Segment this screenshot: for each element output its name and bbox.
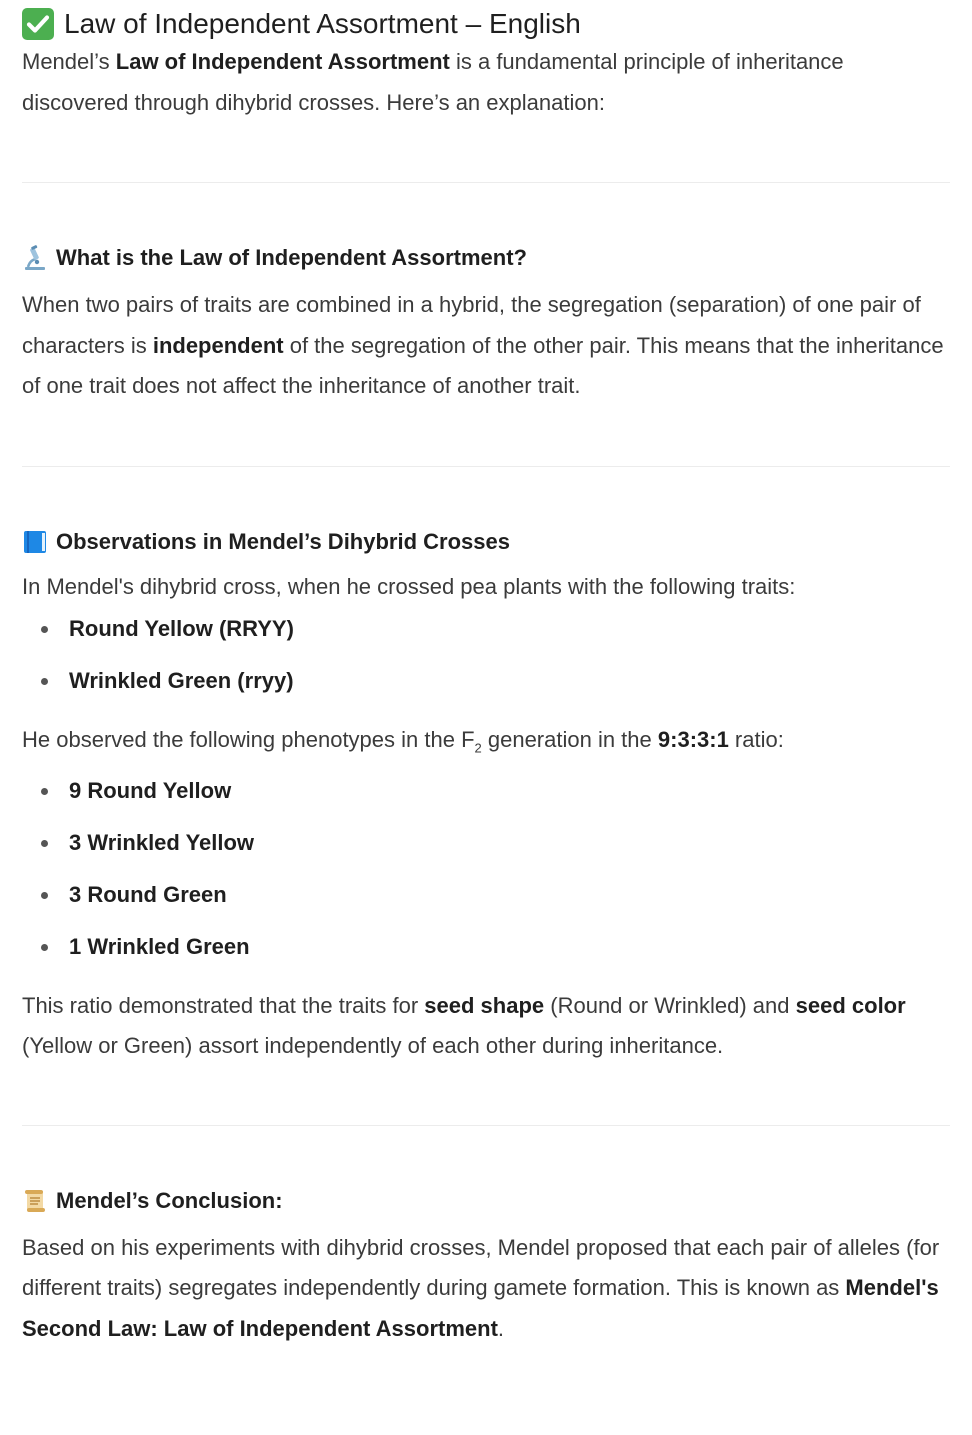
page-title-text: Law of Independent Assortment – English xyxy=(64,8,581,39)
check-mark-icon xyxy=(22,8,54,40)
list-item: 9 Round Yellow xyxy=(22,776,950,806)
f2-paragraph: He observed the following phenotypes in the $F_2$ generation in the 9:3:3:1 ratio: xyxy=(22,727,784,756)
intro-paragraph: Mendel’s Law of Independent Assortment is a fundamental principle of inheritance discovered through dihybrid crosses. Here’s an explanation: xyxy=(22,49,844,115)
scroll-icon xyxy=(22,1188,48,1214)
parent-traits-list xyxy=(22,614,950,696)
page-title xyxy=(22,0,950,42)
section-heading-conclusion: Mendel’s Conclusion: xyxy=(22,1186,950,1216)
conclusion-paragraph: Based on his experiments with dihybrid crosses, Mendel proposed that each pair of alleles (for different traits) segregates independently during gamete formation. This is known as Mendel's Second Law: Law of Independent Assortment. xyxy=(22,1234,940,1341)
list-item: 1 Wrinkled Green xyxy=(22,932,950,962)
section-heading-what-is: What is the Law of Independent Assortment? xyxy=(22,243,950,273)
blue-book-icon xyxy=(22,529,48,555)
ratio-conclusion-paragraph: This ratio demonstrated that the traits for seed shape (Round or Wrinkled) and seed color (Yellow or Green) assort independently of each other during inheritance. xyxy=(22,992,906,1059)
list-item: 3 Round Green xyxy=(22,880,950,910)
list-item: Wrinkled Green (rryy) xyxy=(22,666,950,696)
list-item: 3 Wrinkled Yellow xyxy=(22,828,950,858)
microscope-icon xyxy=(22,245,48,271)
observations-lead: In Mendel's dihybrid cross, when he crossed pea plants with the following traits: xyxy=(22,573,796,599)
definition-paragraph: When two pairs of traits are combined in a hybrid, the segregation (separation) of one pair of characters is independent of the segregation of the other pair. This means that the inheritance of one trait does not affect the inheritance of another trait. xyxy=(22,292,944,398)
section-heading-observations: Observations in Mendel’s Dihybrid Crosses xyxy=(22,527,950,557)
list-item: Round Yellow (RRYY) xyxy=(22,614,950,644)
phenotype-list xyxy=(22,776,950,962)
